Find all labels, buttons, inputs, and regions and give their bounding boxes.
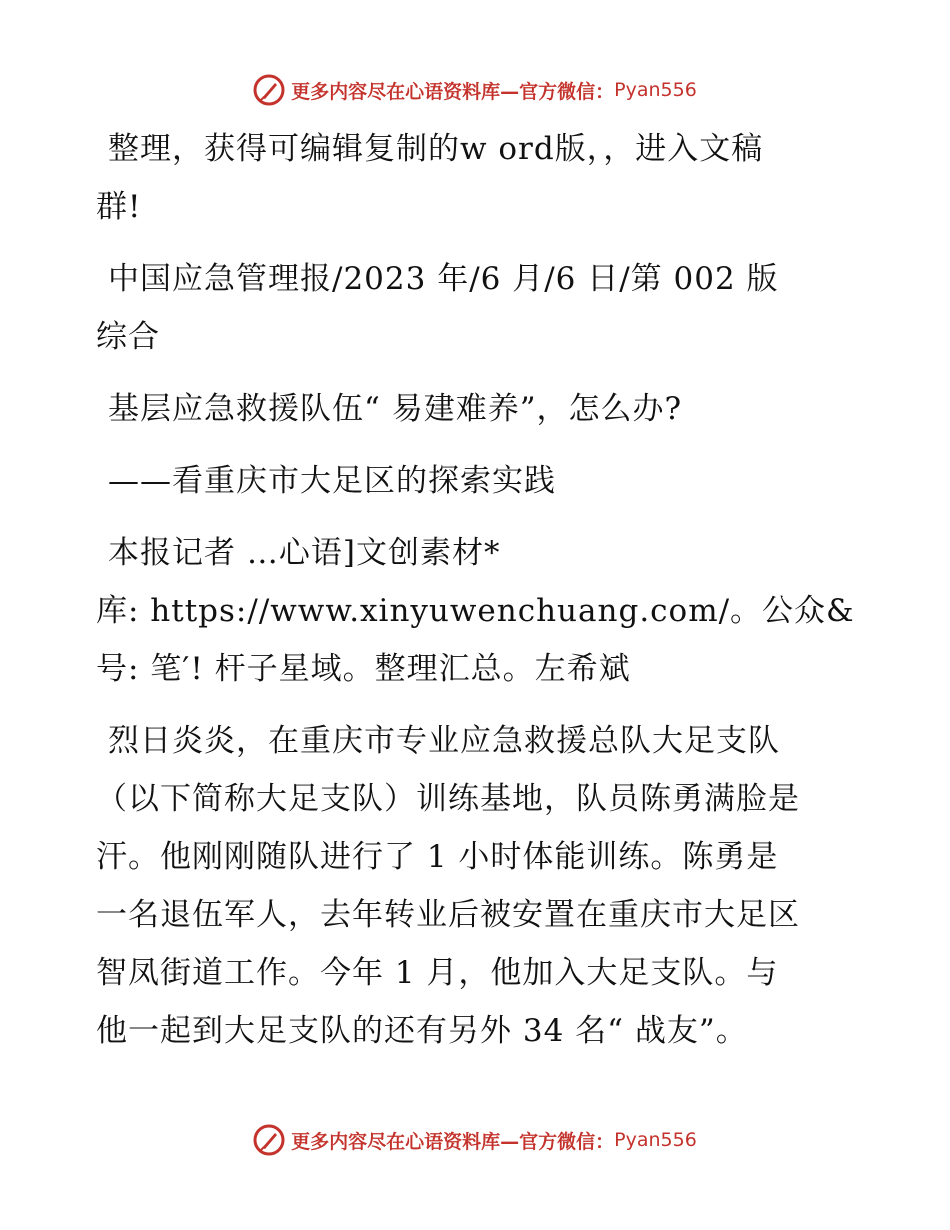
document-body [96,120,856,1060]
watermark-text: 更多内容尽在心语资料库—官方微信： [291,80,615,103]
feather-pen-icon [253,74,285,106]
text-line: 本报记者 …心语]文创素材* [108,535,501,571]
text-line: （以下简称大足支队）训练基地，队员陈勇满脸是 [96,781,800,817]
watermark-text: 更多内容尽在心语资料库—官方微信： [291,1130,615,1153]
text-line: 号: 笔′! 杆子星域。整理汇总。左希斌 [96,651,631,687]
text-line: 他一起到大足支队的还有另外 34 名“ 战友”。 [96,1013,748,1049]
article-subtitle [96,452,856,510]
text-line: 综合 [96,319,160,355]
header-watermark [0,70,950,110]
paragraph-body [96,712,856,1060]
paragraph-source [96,250,856,366]
text-line: 智凤街道工作。今年 1 月，他加入大足支队。与 [96,955,779,991]
text-line: 汗。他刚刚随队进行了 1 小时体能训练。陈勇是 [96,839,779,875]
text-line: 一名退伍军人，去年转业后被安置在重庆市大足区 [96,897,800,933]
footer-watermark [0,1120,950,1160]
paragraph-byline [96,524,856,698]
text-line: ——看重庆市大足区的探索实践 [108,463,556,499]
text-line: 群! [96,189,142,225]
watermark-id: Pyan556 [614,79,697,101]
feather-pen-icon [253,1124,285,1156]
text-line: 基层应急救援队伍“ 易建难养”，怎么办? [108,391,683,427]
text-line: 中国应急管理报/2023 年/6 月/6 日/第 002 版 [108,261,779,297]
paragraph-intro [96,120,856,236]
text-line: 库: https://www.xinyuwenchuang.com/。公众& [96,593,855,629]
watermark-id: Pyan556 [614,1129,697,1151]
text-line: 烈日炎炎，在重庆市专业应急救援总队大足支队 [108,723,780,759]
text-line: 整理，获得可编辑复制的w ord版，，进入文稿 [108,131,764,167]
article-title [96,380,856,438]
